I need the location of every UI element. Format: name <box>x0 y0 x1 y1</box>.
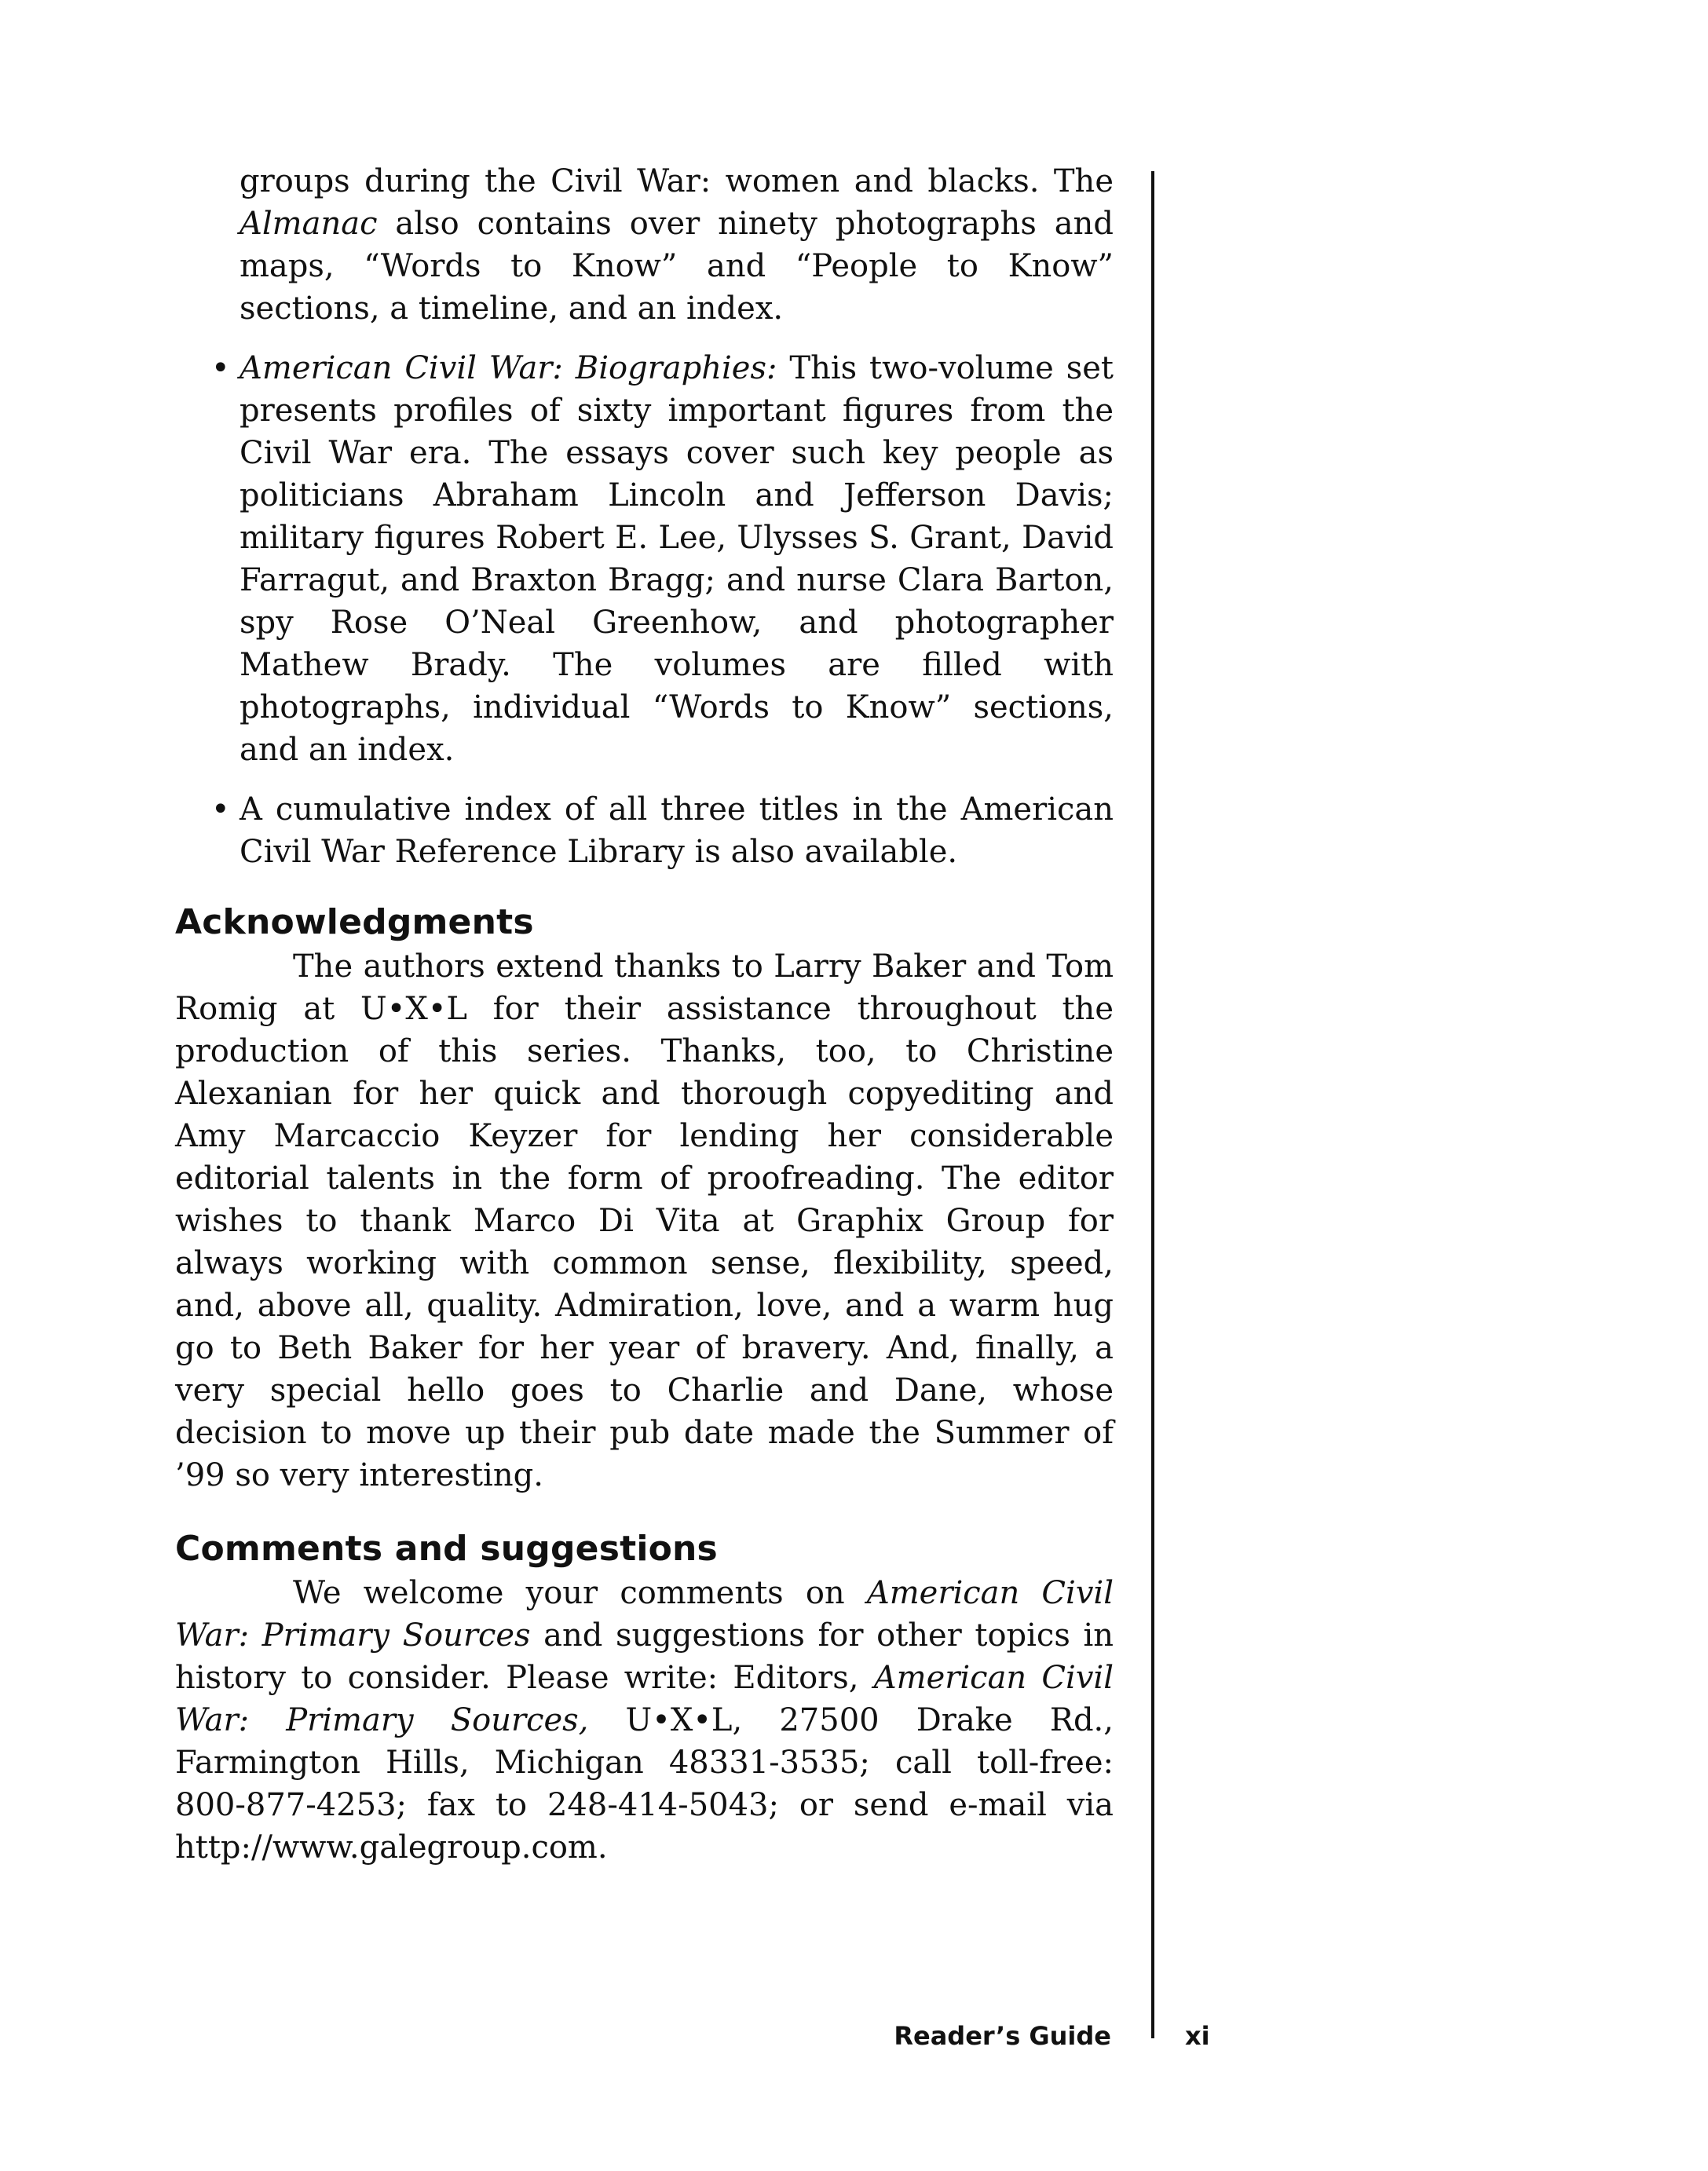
top-continuation-block <box>175 160 1114 873</box>
top-continuation-paragraph <box>175 160 1114 330</box>
bullet-italic-title: American Civil War: Biographies: <box>240 350 777 386</box>
comments-text-2: and suggestions for other topics in history to consider. Please write: Editors, <box>175 1617 1114 1696</box>
top-continuation-italic: Almanac <box>240 206 378 242</box>
bullet-item-biographies <box>175 347 1114 771</box>
margin-vertical-rule <box>1151 171 1154 2038</box>
acknowledgments-paragraph: The authors extend thanks to Larry Baker and Tom Romig at U•X•L for their assistance throughout the production of this series. Thanks, too, to Christine Alexanian for her quick and thorough copyediting and Amy Marcaccio Keyzer for lending her considerable editorial talents in the form of proofreading. The editor wishes to thank Marco Di Vita at Graphix Group for always working with common sense, flexibility, speed, and, above all, quality. Admiration, love, and a warm hug go to Beth Baker for her year of bravery. And, finally, a very special hello goes to Charlie and Dane, whose decision to move up their pub date made the Summer of ’99 so very interesting. <box>175 948 1114 1493</box>
acknowledgments-block <box>175 945 1114 1497</box>
footer-page-number: xi <box>1185 2021 1210 2051</box>
bullet-text: A cumulative index of all three titles in the American Civil War Reference Library is also available. <box>240 791 1114 870</box>
acknowledgments-heading: Acknowledgments <box>175 902 534 942</box>
comments-text-3: U•X•L, 27500 Drake Rd., Farmington Hills, Michigan 48331-3535; call toll-free: 800-877-4253; fax to 248-414-5043; or send e-mail via http://www.galegroup.com. <box>175 1702 1114 1866</box>
comments-italic-title-1: American Civil War: Primary Sources <box>175 1575 1114 1654</box>
bullet-icon: • <box>211 350 230 386</box>
comments-text-1: We welcome your comments on <box>293 1575 867 1611</box>
comments-italic-title-2: American Civil War: Primary Sources, <box>175 1660 1114 1738</box>
comments-paragraph <box>175 1572 1114 1869</box>
bullet-list <box>175 347 1114 873</box>
top-continuation-text-end: also contains over ninety photographs and maps, “Words to Know” and “People to Know” sections, a timeline, and an index. <box>240 206 1114 327</box>
comments-block <box>175 1572 1114 1869</box>
bullet-icon: • <box>211 791 230 828</box>
footer-section-label: Reader’s Guide <box>894 2021 1111 2051</box>
top-continuation-text-start: groups during the Civil War: women and blacks. The <box>240 163 1114 199</box>
bullet-text: This two-volume set presents profiles of sixty important figures from the Civil War era. The essays cover such key people as politicians Abraham Lincoln and Jefferson Davis; military figures Robert E. Lee, Ulysses S. Grant, David Farragut, and Braxton Bragg; and nurse Clara Barton, spy Rose O’Neal Greenhow, and photographer Mathew Brady. The volumes are filled with photographs, individual “Words to Know” sections, and an index. <box>240 350 1114 768</box>
bullet-item-cumulative-index <box>175 788 1114 873</box>
comments-heading: Comments and suggestions <box>175 1529 718 1569</box>
